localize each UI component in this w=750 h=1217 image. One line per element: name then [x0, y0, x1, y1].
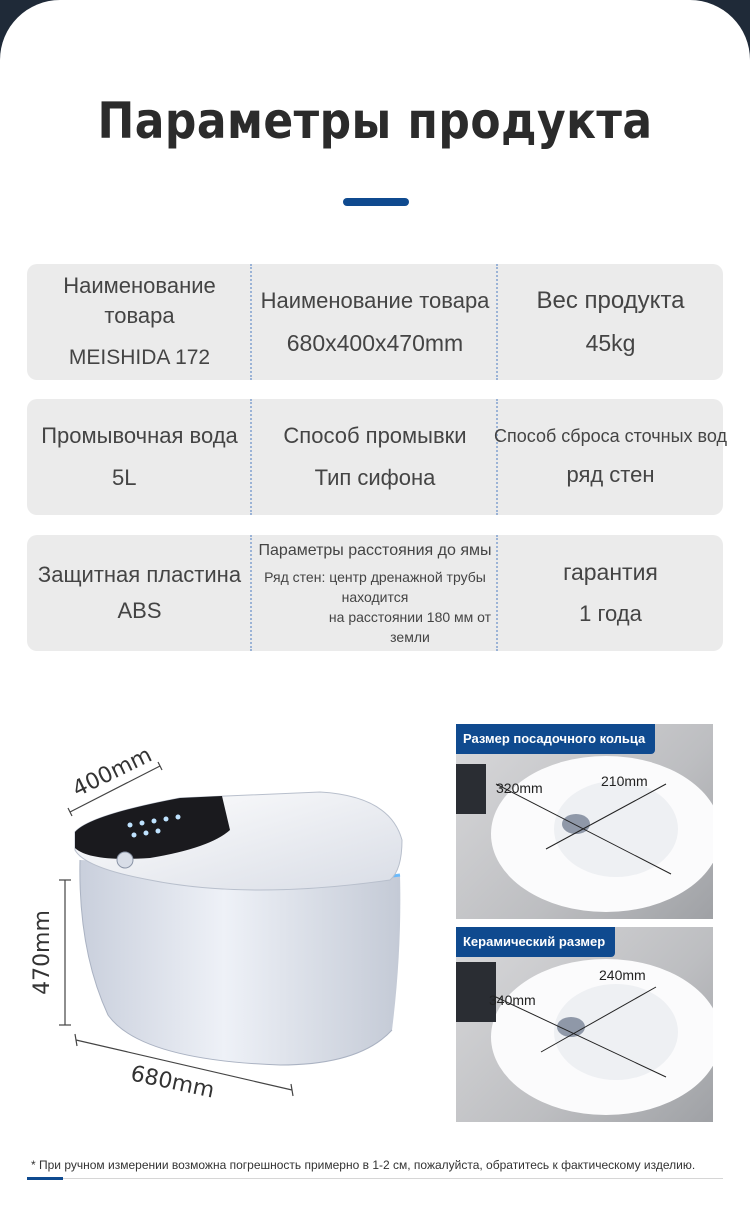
spec-label: Промывочная вода — [41, 423, 238, 448]
page-title: Параметры продукта — [97, 92, 653, 150]
spec-row-2 — [27, 399, 728, 515]
spec-label: Защитная пластина — [37, 562, 242, 587]
title-underline — [343, 198, 409, 206]
spec-cell-flush-water — [27, 399, 252, 515]
product-illustration — [30, 730, 420, 1110]
spec-cell-pit-distance — [252, 535, 498, 651]
spec-value: 45kg — [585, 330, 636, 356]
spec-label: Вес продукта — [536, 287, 685, 314]
ceramic-size-panel — [456, 927, 713, 1122]
spec-note-line: на расстоянии 180 мм от земли — [328, 609, 492, 645]
panel-dimension: 320mm — [496, 780, 543, 796]
side-knob-icon — [117, 852, 133, 868]
spec-value: MEISHIDA 172 — [68, 346, 211, 369]
panel-dimension: 210mm — [601, 773, 648, 789]
spec-cell-drain-method — [494, 399, 728, 515]
spec-label: Наименование товара — [260, 288, 490, 313]
toilet-body — [80, 860, 400, 1065]
seat-ring-panel — [456, 724, 713, 919]
panel-dimension: 240mm — [599, 967, 646, 983]
spec-label: Параметры расстояния до ямы — [258, 542, 492, 559]
panel-tag: Размер посадочного кольца — [456, 724, 655, 754]
spec-label: Способ сброса сточных вод — [494, 426, 728, 446]
height-dimension-label: 470mm — [29, 910, 55, 995]
panel-tag: Керамический размер — [456, 927, 615, 957]
spec-value: 5L — [112, 465, 137, 490]
footer-accent — [27, 1177, 63, 1180]
spec-label: гарантия — [563, 559, 658, 585]
spec-value: 680x400x470mm — [286, 330, 464, 356]
spec-value: ABS — [117, 598, 162, 623]
panel-dimension: 340mm — [489, 992, 536, 1008]
width-dimension-label: 400mm — [68, 742, 157, 803]
spec-cell-protective-plate — [27, 535, 252, 651]
spec-note-line: Ряд стен: центр дренажной трубы находится — [264, 569, 486, 605]
spec-cell-product-name — [27, 264, 252, 380]
footer-rule — [27, 1178, 723, 1179]
spec-label: Наименование товара — [63, 273, 216, 328]
length-dimension-label: 680mm — [128, 1061, 217, 1104]
spec-cell-warranty — [498, 535, 723, 651]
spec-cell-flush-method — [252, 399, 498, 515]
spec-row-3 — [27, 535, 723, 651]
spec-cell-dimensions — [252, 264, 498, 380]
spec-value: Тип сифона — [314, 465, 436, 490]
spec-value: 1 года — [579, 601, 642, 626]
spec-label: Способ промывки — [283, 423, 467, 448]
spec-row-1 — [27, 264, 723, 380]
spec-note — [252, 567, 498, 647]
spec-cell-weight — [498, 264, 723, 380]
spec-value: ряд стен — [566, 462, 655, 487]
footnote: * При ручном измерении возможна погрешность примерно в 1-2 см, пожалуйста, обратитесь к фактическому изделию. — [31, 1158, 696, 1172]
